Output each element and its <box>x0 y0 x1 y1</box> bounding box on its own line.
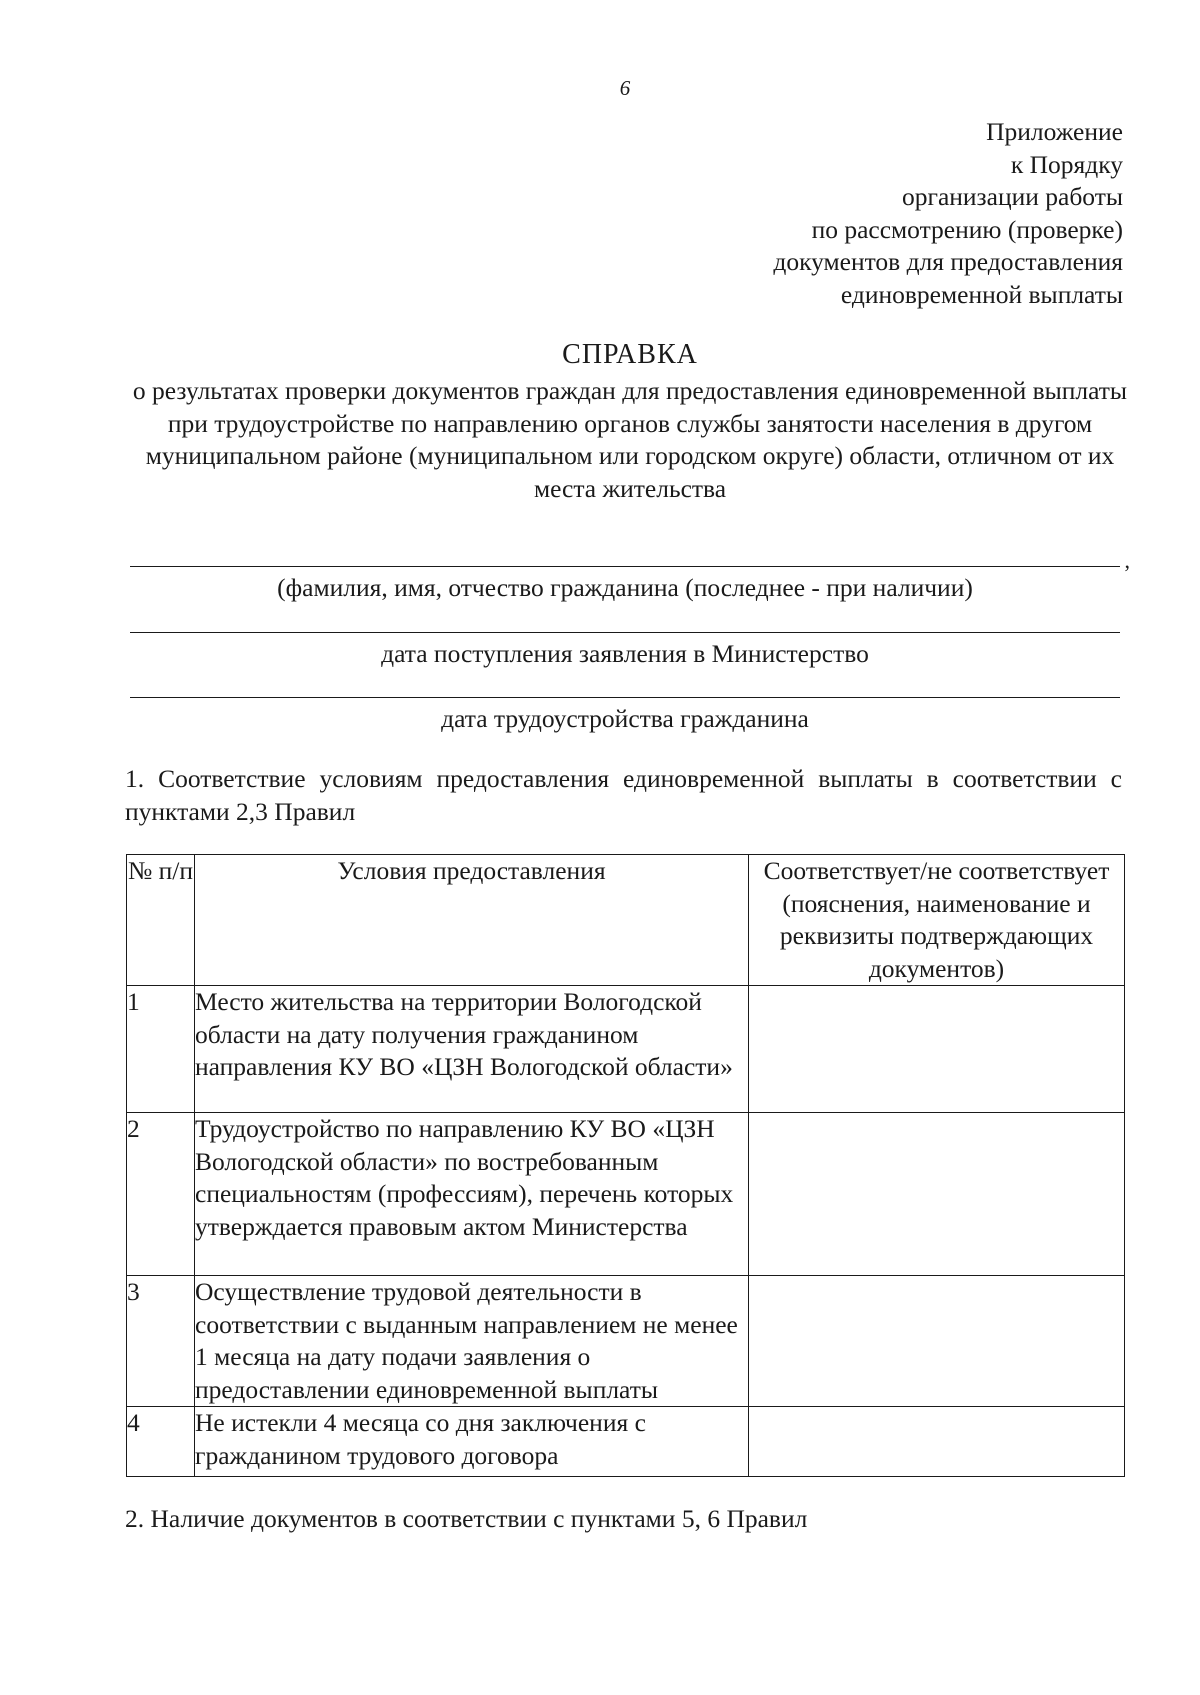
table-row <box>127 1407 1125 1477</box>
section-1-heading: 1. Соответствие условиям предоставления единовременной выплаты в соответствии с пунктами 2,3 Правил <box>125 764 1122 826</box>
citizen-name-line[interactable] <box>130 566 1120 567</box>
table-row <box>127 1276 1125 1407</box>
employment-date-caption: дата трудоустройства гражданина <box>441 704 809 733</box>
table-row <box>127 986 1125 1113</box>
table-row <box>127 1113 1125 1276</box>
application-date-field[interactable] <box>130 632 1120 669</box>
trailing-comma: , <box>1124 548 1130 573</box>
row-result-cell[interactable] <box>749 1407 1125 1477</box>
header-condition: Условия предоставления <box>195 855 749 986</box>
header-result: Соответствует/не соответствует (пояснения, наименование и реквизиты подтверждающих документов) <box>749 855 1125 986</box>
row-result-cell[interactable] <box>749 1276 1125 1407</box>
row-condition: Трудоустройство по направлению КУ ВО «ЦЗН Вологодской области» по востребованным специальностям (профессиям), перечень которых утверждается правовым актом Министерства <box>195 1113 749 1276</box>
document-subtitle: о результатах проверки документов граждан для предоставления единовременной выплаты при трудоустройстве по направлению органов службы занятости населения в другом муниципальном районе (муниципальном или городском округе) области, отличном от их места жительства <box>132 376 1128 503</box>
header-num: № п/п <box>127 855 195 986</box>
appendix-line: организации работы <box>901 182 1123 211</box>
appendix-line: единовременной выплаты <box>840 279 1123 309</box>
employment-date-field[interactable] <box>130 697 1120 734</box>
appendix-line: по рассмотрению (проверке) <box>811 214 1123 244</box>
appendix-header <box>773 116 1123 311</box>
appendix-line: Приложение <box>986 117 1123 146</box>
row-condition: Не истекли 4 месяца со дня заключения с гражданином трудового договора <box>195 1407 749 1477</box>
row-num: 4 <box>127 1407 195 1477</box>
employment-date-line[interactable] <box>130 697 1120 698</box>
application-date-caption: дата поступления заявления в Министерство <box>381 639 869 668</box>
row-result-cell[interactable] <box>749 1113 1125 1276</box>
appendix-line: к Порядку <box>1010 149 1123 179</box>
conditions-table <box>126 854 1125 1477</box>
application-date-line[interactable] <box>130 632 1120 633</box>
row-result-cell[interactable] <box>749 986 1125 1113</box>
page-number: 6 <box>619 76 631 100</box>
row-condition: Осуществление трудовой деятельности в соответствии с выданным направлением не менее 1 месяца на дату подачи заявления о предоставлении единовременной выплаты <box>195 1276 749 1407</box>
citizen-name-field[interactable] <box>130 548 1130 603</box>
appendix-line: документов для предоставления <box>773 247 1123 276</box>
row-num: 2 <box>127 1113 195 1276</box>
row-num: 3 <box>127 1276 195 1407</box>
document-title: СПРАВКА <box>562 339 698 370</box>
citizen-name-caption: (фамилия, имя, отчество гражданина (последнее - при наличии) <box>277 573 973 602</box>
table-header-row <box>127 855 1125 986</box>
row-condition: Место жительства на территории Вологодской области на дату получения гражданином направления КУ ВО «ЦЗН Вологодской области» <box>195 986 749 1113</box>
row-num: 1 <box>127 986 195 1113</box>
section-2-heading: 2. Наличие документов в соответствии с пунктами 5, 6 Правил <box>125 1504 808 1533</box>
